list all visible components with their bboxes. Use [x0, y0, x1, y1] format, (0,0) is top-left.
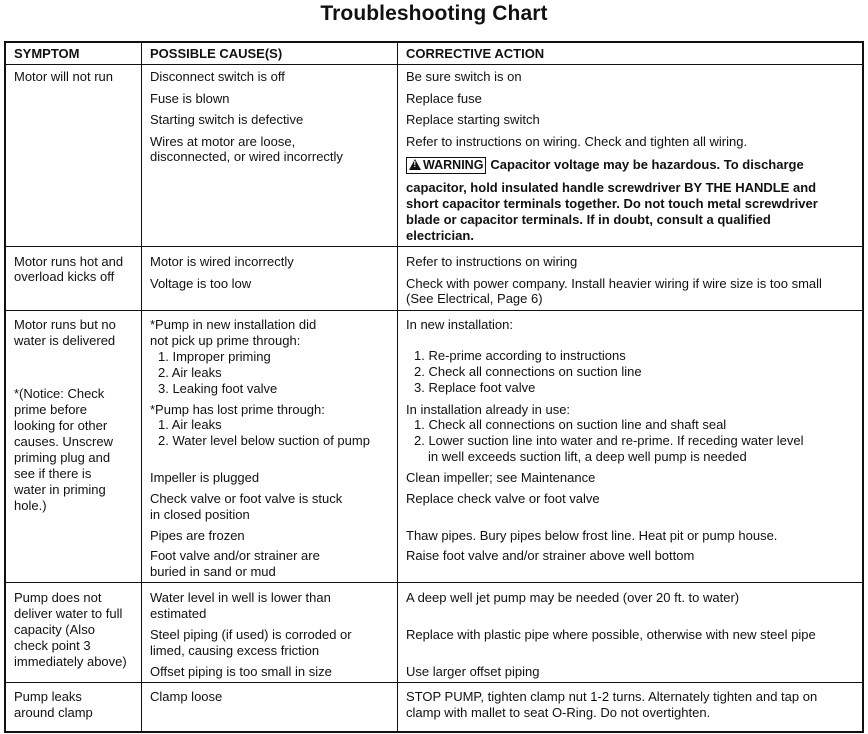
warning-badge — [406, 157, 486, 174]
action-text: 3. Replace foot valve — [414, 380, 536, 395]
symptom-text: Motor will not run — [14, 69, 113, 84]
symptom-text: Pump does not — [14, 590, 102, 605]
column-divider — [397, 41, 398, 733]
cause-text: 3. Leaking foot valve — [158, 381, 278, 396]
row-divider — [4, 682, 864, 683]
notice-text: hole.) — [14, 498, 47, 513]
action-text: clamp with mallet to seat O-Ring. Do not overtighten. — [406, 705, 711, 720]
table-border-top — [4, 41, 864, 43]
symptom-text: deliver water to full — [14, 606, 123, 621]
notice-text: causes. Unscrew — [14, 434, 113, 449]
symptom-text: check point 3 — [14, 638, 91, 653]
cause-text: 2. Water level below suction of pump — [158, 433, 370, 448]
warning-text: electrician. — [406, 228, 474, 243]
header-symptom: SYMPTOM — [14, 46, 80, 61]
cause-text: Water level in well is lower than — [150, 590, 331, 605]
symptom-text: overload kicks off — [14, 269, 115, 284]
warning-line — [406, 157, 804, 174]
header-action: CORRECTIVE ACTION — [406, 46, 545, 61]
table-border-bottom — [4, 731, 864, 733]
cause-text: Wires at motor are loose, — [150, 134, 296, 149]
cause-text: Disconnect switch is off — [150, 69, 285, 84]
cause-text: Fuse is blown — [150, 91, 230, 106]
action-text: Replace check valve or foot valve — [406, 491, 600, 506]
warning-text: capacitor, hold insulated handle screwdriver BY THE HANDLE and — [406, 180, 817, 195]
cause-text: *Pump in new installation did — [150, 317, 317, 332]
notice-text: water in priming — [14, 482, 106, 497]
action-text: in well exceeds suction lift, a deep well pump is needed — [428, 449, 747, 464]
notice-text: see if there is — [14, 466, 92, 481]
action-text: In installation already in use: — [406, 402, 571, 417]
cause-text: disconnected, or wired incorrectly — [150, 149, 343, 164]
header-divider — [4, 64, 864, 65]
cause-text: in closed position — [150, 507, 250, 522]
row-divider — [4, 246, 864, 247]
cause-text: 1. Improper priming — [158, 349, 271, 364]
page-title: Troubleshooting Chart — [320, 2, 548, 25]
symptom-text: water is delivered — [14, 333, 116, 348]
action-text: STOP PUMP, tighten clamp nut 1-2 turns. Alternately tighten and tap on — [406, 689, 818, 704]
cause-text: Motor is wired incorrectly — [150, 254, 294, 269]
action-text: 2. Lower suction line into water and re-prime. If receding water level — [414, 433, 804, 448]
symptom-text: immediately above) — [14, 654, 127, 669]
action-text: 2. Check all connections on suction line — [414, 364, 642, 379]
cause-text: Check valve or foot valve is stuck — [150, 491, 343, 506]
cause-text: 1. Air leaks — [158, 417, 222, 432]
action-text: Replace fuse — [406, 91, 482, 106]
action-text: Replace starting switch — [406, 112, 540, 127]
symptom-text: capacity (Also — [14, 622, 95, 637]
action-text: Use larger offset piping — [406, 664, 540, 679]
row-divider — [4, 310, 864, 311]
action-text: Replace with plastic pipe where possible, otherwise with new steel pipe — [406, 627, 816, 642]
action-text: Refer to instructions on wiring — [406, 254, 578, 269]
cause-text: Offset piping is too small in size — [150, 664, 332, 679]
warning-text: Capacitor voltage may be hazardous. To discharge — [490, 157, 804, 172]
column-divider — [141, 41, 142, 733]
warning-label: WARNING — [423, 158, 484, 172]
cause-text: Steel piping (if used) is corroded or — [150, 627, 352, 642]
action-text: Be sure switch is on — [406, 69, 522, 84]
cause-text: Impeller is plugged — [150, 470, 260, 485]
notice-text: looking for other — [14, 418, 108, 433]
symptom-text: Pump leaks — [14, 689, 82, 704]
action-text: Clean impeller; see Maintenance — [406, 470, 596, 485]
action-text: (See Electrical, Page 6) — [406, 291, 543, 306]
cause-text: 2. Air leaks — [158, 365, 222, 380]
action-text: Check with power company. Install heavier wiring if wire size is too small — [406, 276, 822, 291]
header-cause: POSSIBLE CAUSE(S) — [150, 46, 283, 61]
cause-text: Voltage is too low — [150, 276, 252, 291]
action-text: 1. Re-prime according to instructions — [414, 348, 626, 363]
symptom-text: Motor runs hot and — [14, 254, 124, 269]
notice-text: priming plug and — [14, 450, 111, 465]
warning-text: short capacitor terminals together. Do not touch metal screwdriver — [406, 196, 818, 211]
cause-text: Starting switch is defective — [150, 112, 304, 127]
table-border-right — [862, 41, 864, 733]
cause-text: Pipes are frozen — [150, 528, 245, 543]
warning-triangle-icon — [409, 159, 421, 170]
cause-text: not pick up prime through: — [150, 333, 301, 348]
action-text: Raise foot valve and/or strainer above well bottom — [406, 548, 695, 563]
action-text: 1. Check all connections on suction line and shaft seal — [414, 417, 727, 432]
action-text: Thaw pipes. Bury pipes below frost line. Heat pit or pump house. — [406, 528, 778, 543]
action-text: Refer to instructions on wiring. Check and tighten all wiring. — [406, 134, 748, 149]
troubleshooting-table — [4, 41, 864, 733]
cause-text: Clamp loose — [150, 689, 223, 704]
action-text: A deep well jet pump may be needed (over 20 ft. to water) — [406, 590, 740, 605]
warning-text: blade or capacitor terminals. If in doubt, consult a qualified — [406, 212, 771, 227]
cause-text: buried in sand or mud — [150, 564, 276, 579]
table-border-left — [4, 41, 6, 733]
notice-text: *(Notice: Check — [14, 386, 105, 401]
cause-text: estimated — [150, 606, 207, 621]
cause-text: *Pump has lost prime through: — [150, 402, 325, 417]
symptom-text: around clamp — [14, 705, 93, 720]
action-text: In new installation: — [406, 317, 513, 332]
cause-text: Foot valve and/or strainer are — [150, 548, 320, 563]
notice-text: prime before — [14, 402, 87, 417]
cause-text: limed, causing excess friction — [150, 643, 320, 658]
symptom-text: Motor runs but no — [14, 317, 116, 332]
row-divider — [4, 582, 864, 583]
